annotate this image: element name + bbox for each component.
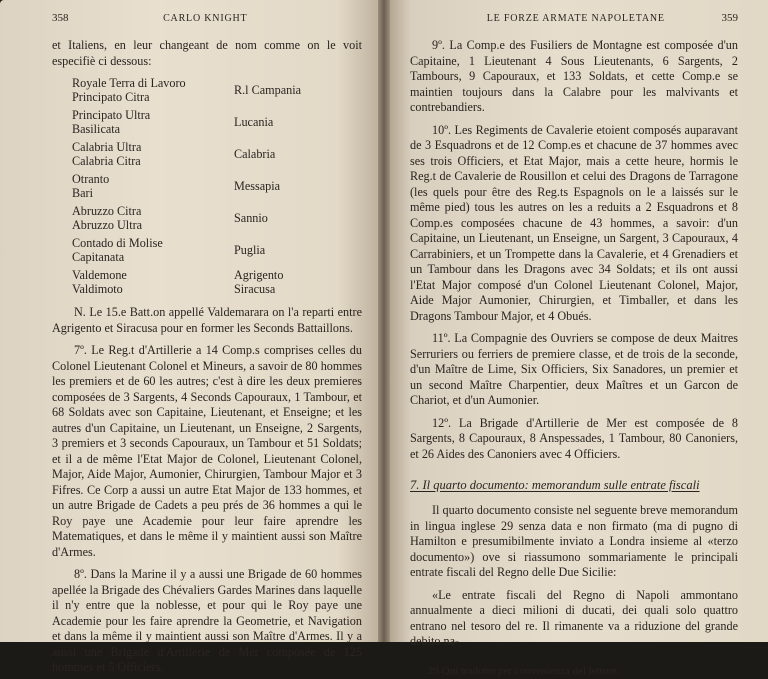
section-paragraph: Il quarto documento consiste nel seguente breve memorandum in lingua inglese 29 senza data e non firmato (ma di pugno di Hamilton e presumibilmente inviato a Londra insieme al «terzo documento») ove si riassumono sommariamente le principali entrate fiscali del Regno delle Due Sicilie:	[410, 503, 738, 581]
region-old: Calabria Citra	[72, 154, 234, 168]
region-old: Valdimoto	[72, 282, 234, 296]
region-old: Principato Ultra	[72, 108, 234, 122]
left-running-header	[52, 12, 362, 24]
region-old: Contado di Molise	[72, 236, 234, 250]
section-quote: «Le entrate fiscali del Regno di Napoli ammontano annualmente a dieci milioni di ducati, dei quali solo quattro entrano nel tesoro del re. Il rimanente va a riduzione del grande debito na-	[410, 588, 738, 650]
region-group	[72, 172, 362, 200]
region-new: Lucania	[234, 108, 273, 136]
left-paragraph-8: 8º. Dans la Marine il y a aussi une Brigade de 60 hommes apellée la Brigade des Chévaliers Gardes Marines dans laquelle il n'y entre que la noblesse, et pour qui le Roy paye une Academie pour les faire aprendre la Geometrie, et Navigation et dans la même il y maintient aussi son Maître d'Armes. Il y a aussi une Brigade d'Artillerie de Mer composée de 125 hommes et 5 Officiers.	[52, 567, 362, 676]
region-new: Calabria	[234, 140, 275, 168]
region-old: Calabria Ultra	[72, 140, 234, 154]
regions-list	[72, 76, 362, 296]
section-heading: 7. Il quarto documento: memorandum sulle entrate fiscali	[410, 478, 738, 493]
region-new: Messapia	[234, 172, 280, 200]
region-old: Principato Citra	[72, 90, 234, 104]
region-old: Abruzzo Citra	[72, 204, 234, 218]
right-paragraph-11: 11º. La Compagnie des Ouvriers se compose de deux Maitres Serruriers ou ferriers de premiere classe, et de trois de la seconde, d'un Maître de Lime, Six Officiers, Six Sanadores, un premier et un second Maître Charpentier, deux Maîtres et un Garcon de Chariot, et d'un Aumonier.	[410, 331, 738, 409]
region-old: Royale Terra di Lavoro	[72, 76, 234, 90]
region-group	[72, 108, 362, 136]
region-old: Abruzzo Ultra	[72, 218, 234, 232]
region-old: Basilicata	[72, 122, 234, 136]
right-page-number: 359	[722, 12, 739, 24]
left-running-head: CARLO KNIGHT	[163, 13, 247, 24]
region-group	[72, 76, 362, 104]
right-paragraph-10: 10º. Les Regiments de Cavalerie etoient composés auparavant de 3 Esquadrons et de 12 Comp.es et chacune de 37 hommes avec ses trois Officiers, et Etat Major, mais a cette heure, hormis le Reg.t de Cavalerie de Rousillon et celui des Dragons de Tarragone (les quels pour être des Reg.ts Espagnols on le a laissés sur le même pied) tous les autres on les a reduits a 2 Esquadrons et 8 Comp.es composées chacune de 43 hommes, a savoir: d'un Capitaine, un Lieutenant, un Enseigne, un Sargent, 3 Capouraux, 4 Carrabiniers, et un Trompette dans la Cavalerie, et 4 Grenadiers et un Tambour dans les Dragons avec 34 Soldats; et ils ont aussi l'Etat Major composé d'un Colonel Lieutenant Colonel, Major, Aide Major Aumonier, Chirurgien, et Timballer, et dans les Dragons Tambour Major, et 4 Obués.	[410, 123, 738, 325]
book-gutter	[378, 0, 390, 642]
region-old: Capitanata	[72, 250, 234, 264]
region-group	[72, 268, 362, 296]
region-group	[72, 140, 362, 168]
region-group	[72, 236, 362, 264]
region-new: Puglia	[234, 236, 265, 264]
region-old: Otranto	[72, 172, 234, 186]
left-page-number: 358	[52, 12, 69, 24]
region-old: Bari	[72, 186, 234, 200]
region-old: Valdemone	[72, 268, 234, 282]
right-running-header	[410, 12, 738, 24]
intro-paragraph: et Italiens, en leur changeant de nom comme on le voit especifiè ci dessous:	[52, 38, 362, 69]
right-paragraph-9: 9º. La Comp.e des Fusiliers de Montagne est composée d'un Capitaine, 1 Lieutenant 4 Sous Lieutenants, 6 Sargents, 2 Tambours, 9 Capouraux, et 133 Soldats, et cette Comp.e se maintien toujours dans la Calabre pour les malvivants et contrebandiers.	[410, 38, 738, 116]
left-paragraph-note: N. Le 15.e Batt.on appellé Valdemarara on l'a reparti entre Agrigento et Siracusa pour en former les Seconds Battaillons.	[52, 305, 362, 336]
region-new: R.l Campania	[234, 76, 301, 104]
right-running-head: LE FORZE ARMATE NAPOLETANE	[487, 13, 665, 24]
right-page	[384, 0, 768, 642]
region-new: Sannio	[234, 204, 268, 232]
footnote: 29 Qui tradotto per convenienza del lettore.	[410, 664, 738, 679]
right-paragraph-12: 12º. La Brigade d'Artillerie de Mer est composée de 8 Sargents, 8 Capouraux, 8 Anspessades, 1 Tambour, 80 Canoniers, et 26 Aides des Canoniers avec 4 Officiers.	[410, 416, 738, 463]
region-new: Agrigento Siracusa	[234, 268, 304, 296]
left-page	[0, 0, 384, 642]
region-group	[72, 204, 362, 232]
left-paragraph-7: 7º. Le Reg.t d'Artillerie a 14 Comp.s comprises celles du Colonel Lieutenant Colonel et Mineurs, a savoir de 80 hommes les premiers et de 60 les autres; c'est à dire les deux premieres composées de 3 Sargents, 4 Seconds Capouraux, 1 Tambour, et 68 Soldats avec son Capitaine, Lieutenant, et Enseigne; et les autres d'un Capitaine, un Lieutenant, un Enseigne, 2 Sargents, 3 premiers et 3 seconds Capouraux, un Tambour et 51 Soldats; et il a de même l'Etat Major de Colonel, Lieutenant Colonel, Major, Aide Major, Aumonier, Chirurgien, Tambour Major et 3 Fifres. Ce Corp a aussi un autre Etat Major de 133 hommes, et un autre Brigade de Cadets a peu prés de 36 hommes a qui le Roy paye une Academie pour leur faire aprendre les Matematiques, et dans le même il y maintient aussi son Maître d'Armes.	[52, 343, 362, 560]
